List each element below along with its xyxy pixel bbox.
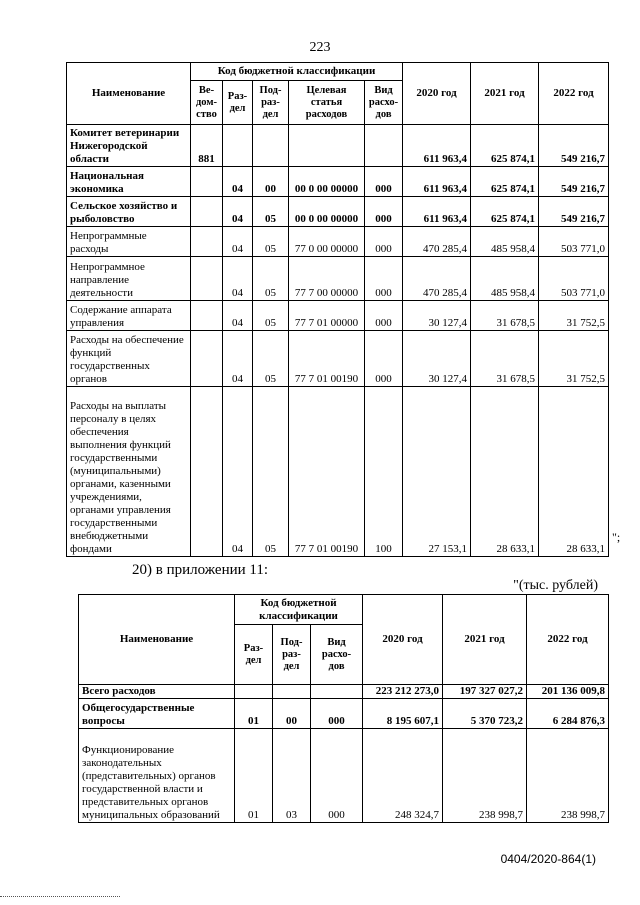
- cell-vid: 000: [311, 699, 363, 729]
- cell-vid: 000: [365, 197, 403, 227]
- cell-2020: 611 963,4: [403, 167, 471, 197]
- cell-2020: 611 963,4: [403, 125, 471, 167]
- cell-celevaya: 77 7 01 00190: [289, 331, 365, 387]
- cell-name: Непрограммные расходы: [67, 227, 191, 257]
- cell-razdel: 04: [223, 257, 253, 301]
- table-row: [79, 729, 609, 823]
- cell-vedomstvo: [191, 227, 223, 257]
- cell-razdel: 01: [235, 729, 273, 823]
- cell-name: Сельское хозяйство и рыболовство: [67, 197, 191, 227]
- cell-name: Расходы на выплаты персоналу в целях обеспечения выполнения функций государственными (муниципальными) органами, казенными учреждениями, органами управления государственными внебюджетными фондами: [67, 387, 191, 557]
- cell-2022: 238 998,7: [527, 729, 609, 823]
- header-2020: 2020 год: [403, 63, 471, 125]
- table-row: [67, 125, 609, 167]
- cell-celevaya: 77 0 00 00000: [289, 227, 365, 257]
- cell-2022: 549 216,7: [539, 125, 609, 167]
- cell-name: Непрограммное направление деятельности: [67, 257, 191, 301]
- cell-2022: 503 771,0: [539, 257, 609, 301]
- cell-vedomstvo: [191, 257, 223, 301]
- cell-razdel: 04: [223, 167, 253, 197]
- cell-razdel: 01: [235, 699, 273, 729]
- cell-celevaya: 00 0 00 00000: [289, 197, 365, 227]
- cell-vid: 000: [365, 331, 403, 387]
- cell-vedomstvo: [191, 387, 223, 557]
- cell-podrazdel: 05: [253, 227, 289, 257]
- cell-2020: 30 127,4: [403, 301, 471, 331]
- cell-vedomstvo: [191, 167, 223, 197]
- cell-podrazdel: 05: [253, 387, 289, 557]
- table-row: [67, 227, 609, 257]
- budget-table-appendix-11: [78, 594, 609, 823]
- table-row: [79, 685, 609, 699]
- cell-name: Комитет ветеринарии Нижегородской области: [67, 125, 191, 167]
- cell-name: Всего расходов: [79, 685, 235, 699]
- cell-razdel: [223, 125, 253, 167]
- cell-podrazdel: [253, 125, 289, 167]
- cell-vedomstvo: [191, 331, 223, 387]
- cell-razdel: 04: [223, 331, 253, 387]
- cell-vedomstvo: [191, 197, 223, 227]
- header-vid: Вид расхо-дов: [311, 625, 363, 685]
- cell-celevaya: [289, 125, 365, 167]
- cell-podrazdel: 05: [253, 301, 289, 331]
- cell-razdel: [235, 685, 273, 699]
- cell-podrazdel: 03: [273, 729, 311, 823]
- cell-2020: 30 127,4: [403, 331, 471, 387]
- cell-2021: 28 633,1: [471, 387, 539, 557]
- cell-2021: 625 874,1: [471, 197, 539, 227]
- header-2020: 2020 год: [363, 595, 443, 685]
- header-razdel: Раз-дел: [223, 81, 253, 125]
- table-row: [67, 301, 609, 331]
- header-podrazdel: Под-раз-дел: [273, 625, 311, 685]
- table-row: [67, 387, 609, 557]
- cell-vedomstvo: [191, 301, 223, 331]
- cell-name: Содержание аппарата управления: [67, 301, 191, 331]
- section-title: 20) в приложении 11:: [132, 562, 269, 578]
- cell-2021: 485 958,4: [471, 227, 539, 257]
- document-code: 0404/2020-864(1): [500, 852, 596, 866]
- table-row: [79, 699, 609, 729]
- cell-2022: 6 284 876,3: [527, 699, 609, 729]
- cell-2020: 470 285,4: [403, 257, 471, 301]
- cell-podrazdel: 00: [253, 167, 289, 197]
- header-2021: 2021 год: [443, 595, 527, 685]
- header-celevaya: Целевая статья расходов: [289, 81, 365, 125]
- cell-2022: 549 216,7: [539, 167, 609, 197]
- cell-name: Функционирование законодательных (представительных) органов государственной власти и представительных органов муниципальных образований: [79, 729, 235, 823]
- cell-vid: [365, 125, 403, 167]
- header-code-group: Код бюджетной классификации: [191, 63, 403, 81]
- cell-2020: 470 285,4: [403, 227, 471, 257]
- header-vid: Вид расхо-дов: [365, 81, 403, 125]
- cell-2022: 28 633,1: [539, 387, 609, 557]
- cell-razdel: 04: [223, 227, 253, 257]
- cell-2021: 197 327 027,2: [443, 685, 527, 699]
- header-name: Наименование: [79, 595, 235, 685]
- cell-2020: 611 963,4: [403, 197, 471, 227]
- cell-2021: 625 874,1: [471, 167, 539, 197]
- cell-2021: 5 370 723,2: [443, 699, 527, 729]
- cell-vid: 000: [365, 257, 403, 301]
- cell-vedomstvo: 881: [191, 125, 223, 167]
- cell-vid: 000: [365, 167, 403, 197]
- table-row: [67, 167, 609, 197]
- header-razdel: Раз-дел: [235, 625, 273, 685]
- page-number: 223: [309, 40, 331, 55]
- cell-razdel: 04: [223, 197, 253, 227]
- cell-2020: 223 212 273,0: [363, 685, 443, 699]
- cell-razdel: 04: [223, 301, 253, 331]
- cell-2020: 248 324,7: [363, 729, 443, 823]
- cell-name: Национальная экономика: [67, 167, 191, 197]
- header-vedomstvo: Ве-дом-ство: [191, 81, 223, 125]
- cell-celevaya: 00 0 00 00000: [289, 167, 365, 197]
- cell-2022: 31 752,5: [539, 331, 609, 387]
- cell-podrazdel: 05: [253, 257, 289, 301]
- cell-podrazdel: 05: [253, 331, 289, 387]
- closing-quote: ";: [612, 530, 621, 544]
- header-2022: 2022 год: [527, 595, 609, 685]
- cell-2022: 503 771,0: [539, 227, 609, 257]
- cell-vid: 100: [365, 387, 403, 557]
- cell-name: Расходы на обеспечение функций государственных органов: [67, 331, 191, 387]
- cell-2021: 238 998,7: [443, 729, 527, 823]
- header-podrazdel: Под-раз-дел: [253, 81, 289, 125]
- units-label: "(тыс. рублей): [513, 578, 598, 593]
- cell-2021: 485 958,4: [471, 257, 539, 301]
- header-name: Наименование: [67, 63, 191, 125]
- header-code-group: Код бюджетной классификации: [235, 595, 363, 625]
- cell-vid: 000: [311, 729, 363, 823]
- cell-podrazdel: 05: [253, 197, 289, 227]
- table-row: [67, 331, 609, 387]
- cell-podrazdel: 00: [273, 699, 311, 729]
- cell-vid: 000: [365, 301, 403, 331]
- cell-2020: 27 153,1: [403, 387, 471, 557]
- scan-edge-mark: [0, 896, 120, 903]
- cell-2021: 31 678,5: [471, 331, 539, 387]
- cell-vid: 000: [365, 227, 403, 257]
- cell-2021: 625 874,1: [471, 125, 539, 167]
- header-2021: 2021 год: [471, 63, 539, 125]
- cell-2022: 549 216,7: [539, 197, 609, 227]
- cell-celevaya: 77 7 00 00000: [289, 257, 365, 301]
- cell-celevaya: 77 7 01 00000: [289, 301, 365, 331]
- cell-2022: 31 752,5: [539, 301, 609, 331]
- cell-celevaya: 77 7 01 00190: [289, 387, 365, 557]
- table-row: [67, 197, 609, 227]
- cell-2022: 201 136 009,8: [527, 685, 609, 699]
- table-row: [67, 257, 609, 301]
- cell-name: Общегосударственные вопросы: [79, 699, 235, 729]
- cell-2020: 8 195 607,1: [363, 699, 443, 729]
- budget-table-department: [66, 62, 609, 557]
- header-2022: 2022 год: [539, 63, 609, 125]
- cell-vid: [311, 685, 363, 699]
- cell-2021: 31 678,5: [471, 301, 539, 331]
- cell-podrazdel: [273, 685, 311, 699]
- cell-razdel: 04: [223, 387, 253, 557]
